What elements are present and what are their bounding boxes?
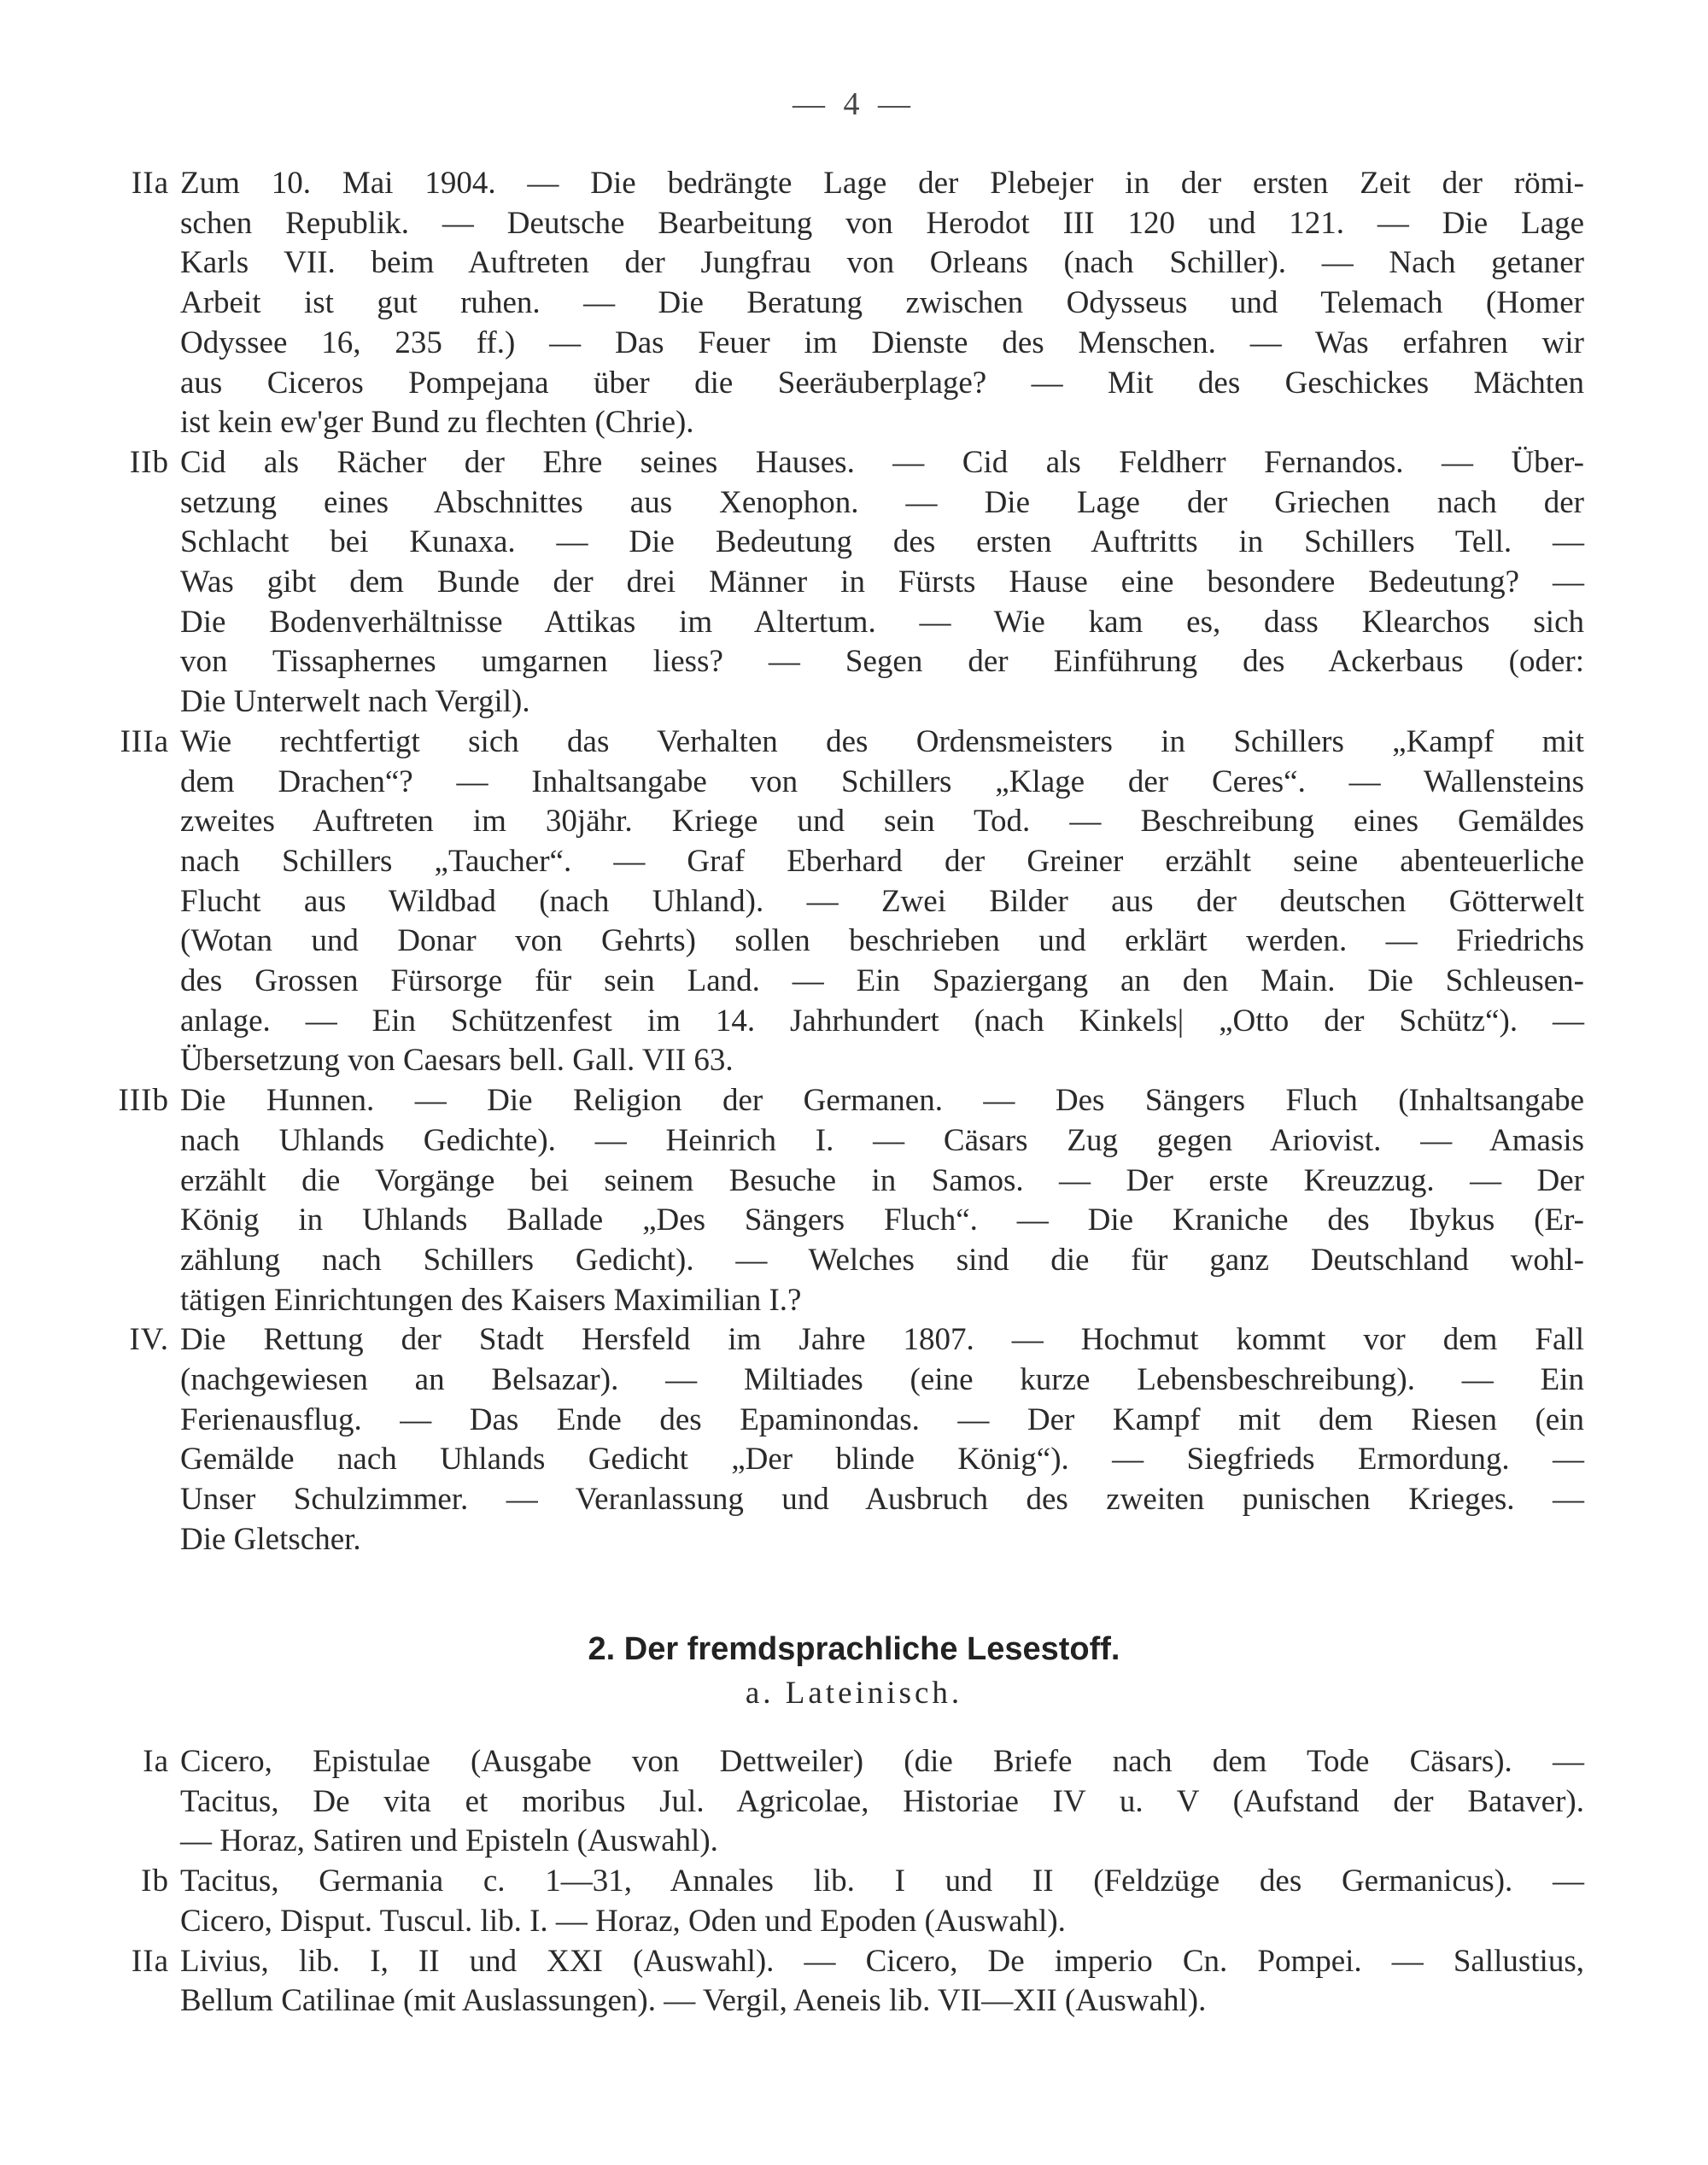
text-line: aus Ciceros Pompejana über die Seeräuberplage? — Mit des Geschickes Mächten (180, 365, 1584, 401)
text-line: dem Drachen“? — Inhaltsangabe von Schillers „Klage der Ceres“. — Wallensteins (180, 764, 1584, 799)
class-label: IIIb (118, 1083, 169, 1119)
text-line: Tacitus, Germania c. 1—31, Annales lib. I und II (Feldzüge des Germanicus). — (180, 1864, 1584, 1899)
page-number: — 4 — (793, 86, 915, 122)
text-line: Die Hunnen. — Die Religion der Germanen. — Des Sängers Fluch (Inhaltsangabe (180, 1083, 1584, 1119)
text-line: — Horaz, Satiren und Episteln (Auswahl). (180, 1823, 718, 1859)
text-line: anlage. — Ein Schützenfest im 14. Jahrhundert (nach Kinkels| „Otto der Schütz“). — (180, 1003, 1584, 1039)
text-line: setzung eines Abschnittes aus Xenophon. — Die Lage der Griechen nach der (180, 484, 1584, 520)
text-line: Unser Schulzimmer. — Veranlassung und Ausbruch des zweiten punischen Krieges. — (180, 1482, 1584, 1518)
text-line: Livius, lib. I, II und XXI (Auswahl). — Cicero, De imperio Cn. Pompei. — Sallustius, (180, 1943, 1584, 1979)
class-label: IIb (129, 444, 169, 480)
text-line: (Wotan und Donar von Gehrts) sollen beschrieben und erklärt werden. — Friedrichs (180, 923, 1584, 959)
text-line: Zum 10. Mai 1904. — Die bedrängte Lage der Plebejer in der ersten Zeit der römi- (180, 166, 1584, 201)
text-line: Die Bodenverhältnisse Attikas im Altertum. — Wie kam es, dass Klearchos sich (180, 604, 1584, 640)
text-line: des Grossen Fürsorge für sein Land. — Ein Spaziergang an den Main. Die Schleusen- (180, 963, 1584, 998)
text-line: Schlacht bei Kunaxa. — Die Bedeutung des ersten Auftritts in Schillers Tell. — (180, 524, 1584, 560)
text-line: Flucht aus Wildbad (nach Uhland). — Zwei Bilder aus der deutschen Götterwelt (180, 883, 1584, 919)
text-line: nach Uhlands Gedichte). — Heinrich I. — Cäsars Zug gegen Ariovist. — Amasis (180, 1122, 1584, 1158)
text-line: tätigen Einrichtungen des Kaisers Maximilian I.? (180, 1282, 802, 1318)
text-line: Die Gletscher. (180, 1521, 361, 1557)
section-heading: 2. Der fremdsprachliche Lesestoff. (588, 1631, 1120, 1667)
class-label: Ib (141, 1864, 169, 1899)
text-line: Odyssee 16, 235 ff.) — Das Feuer im Dienste des Menschen. — Was erfahren wir (180, 325, 1584, 360)
class-label: Ia (143, 1744, 169, 1779)
text-line: Übersetzung von Caesars bell. Gall. VII 63. (180, 1043, 734, 1079)
text-line: Cicero, Disput. Tuscul. lib. I. — Horaz, Oden und Epoden (Auswahl). (180, 1903, 1066, 1939)
text-line: Wie rechtfertigt sich das Verhalten des Ordensmeisters in Schillers „Kampf mit (180, 723, 1584, 759)
text-line: Die Unterwelt nach Vergil). (180, 684, 530, 720)
text-line: Was gibt dem Bunde der drei Männer in Fürsts Hause eine besondere Bedeutung? — (180, 565, 1584, 600)
text-line: Gemälde nach Uhlands Gedicht „Der blinde König“). — Siegfrieds Ermordung. — (180, 1442, 1584, 1477)
text-line: ist kein ew'ger Bund zu flechten (Chrie). (180, 405, 694, 441)
class-label: IIIa (120, 723, 169, 759)
text-line: (nachgewiesen an Belsazar). — Miltiades (eine kurze Lebensbeschreibung). — Ein (180, 1362, 1584, 1397)
text-line: Cicero, Epistulae (Ausgabe von Dettweiler) (die Briefe nach dem Tode Cäsars). — (180, 1744, 1584, 1779)
text-line: Tacitus, De vita et moribus Jul. Agricolae, Historiae IV u. V (Aufstand der Bataver). (180, 1783, 1584, 1819)
text-line: zählung nach Schillers Gedicht). — Welches sind die für ganz Deutschland wohl- (180, 1242, 1584, 1278)
text-line: Arbeit ist gut ruhen. — Die Beratung zwischen Odysseus und Telemach (Homer (180, 285, 1584, 321)
text-line: König in Uhlands Ballade „Des Sängers Fluch“. — Die Kraniche des Ibykus (Er- (180, 1202, 1584, 1238)
class-label: IIa (131, 1943, 169, 1979)
class-label: IIa (131, 166, 169, 201)
text-line: erzählt die Vorgänge bei seinem Besuche in Samos. — Der erste Kreuzzug. — Der (180, 1162, 1584, 1198)
section-subheading: a. Lateinisch. (745, 1676, 963, 1711)
text-line: schen Republik. — Deutsche Bearbeitung von Herodot III 120 und 121. — Die Lage (180, 205, 1584, 241)
text-line: Ferienausflug. — Das Ende des Epaminondas. — Der Kampf mit dem Riesen (ein (180, 1401, 1584, 1437)
text-line: von Tissaphernes umgarnen liess? — Segen der Einführung des Ackerbaus (oder: (180, 644, 1584, 680)
text-line: Cid als Rächer der Ehre seines Hauses. — Cid als Feldherr Fernandos. — Über- (180, 444, 1584, 480)
class-label: IV. (129, 1322, 169, 1358)
text-line: Bellum Catilinae (mit Auslassungen). — Vergil, Aeneis lib. VII—XII (Auswahl). (180, 1983, 1207, 2019)
text-line: Die Rettung der Stadt Hersfeld im Jahre 1807. — Hochmut kommt vor dem Fall (180, 1322, 1584, 1358)
text-line: zweites Auftreten im 30jähr. Kriege und sein Tod. — Beschreibung eines Gemäldes (180, 804, 1584, 840)
text-line: Karls VII. beim Auftreten der Jungfrau von Orleans (nach Schiller). — Nach getaner (180, 245, 1584, 281)
text-line: nach Schillers „Taucher“. — Graf Eberhard der Greiner erzählt seine abenteuerliche (180, 843, 1584, 879)
